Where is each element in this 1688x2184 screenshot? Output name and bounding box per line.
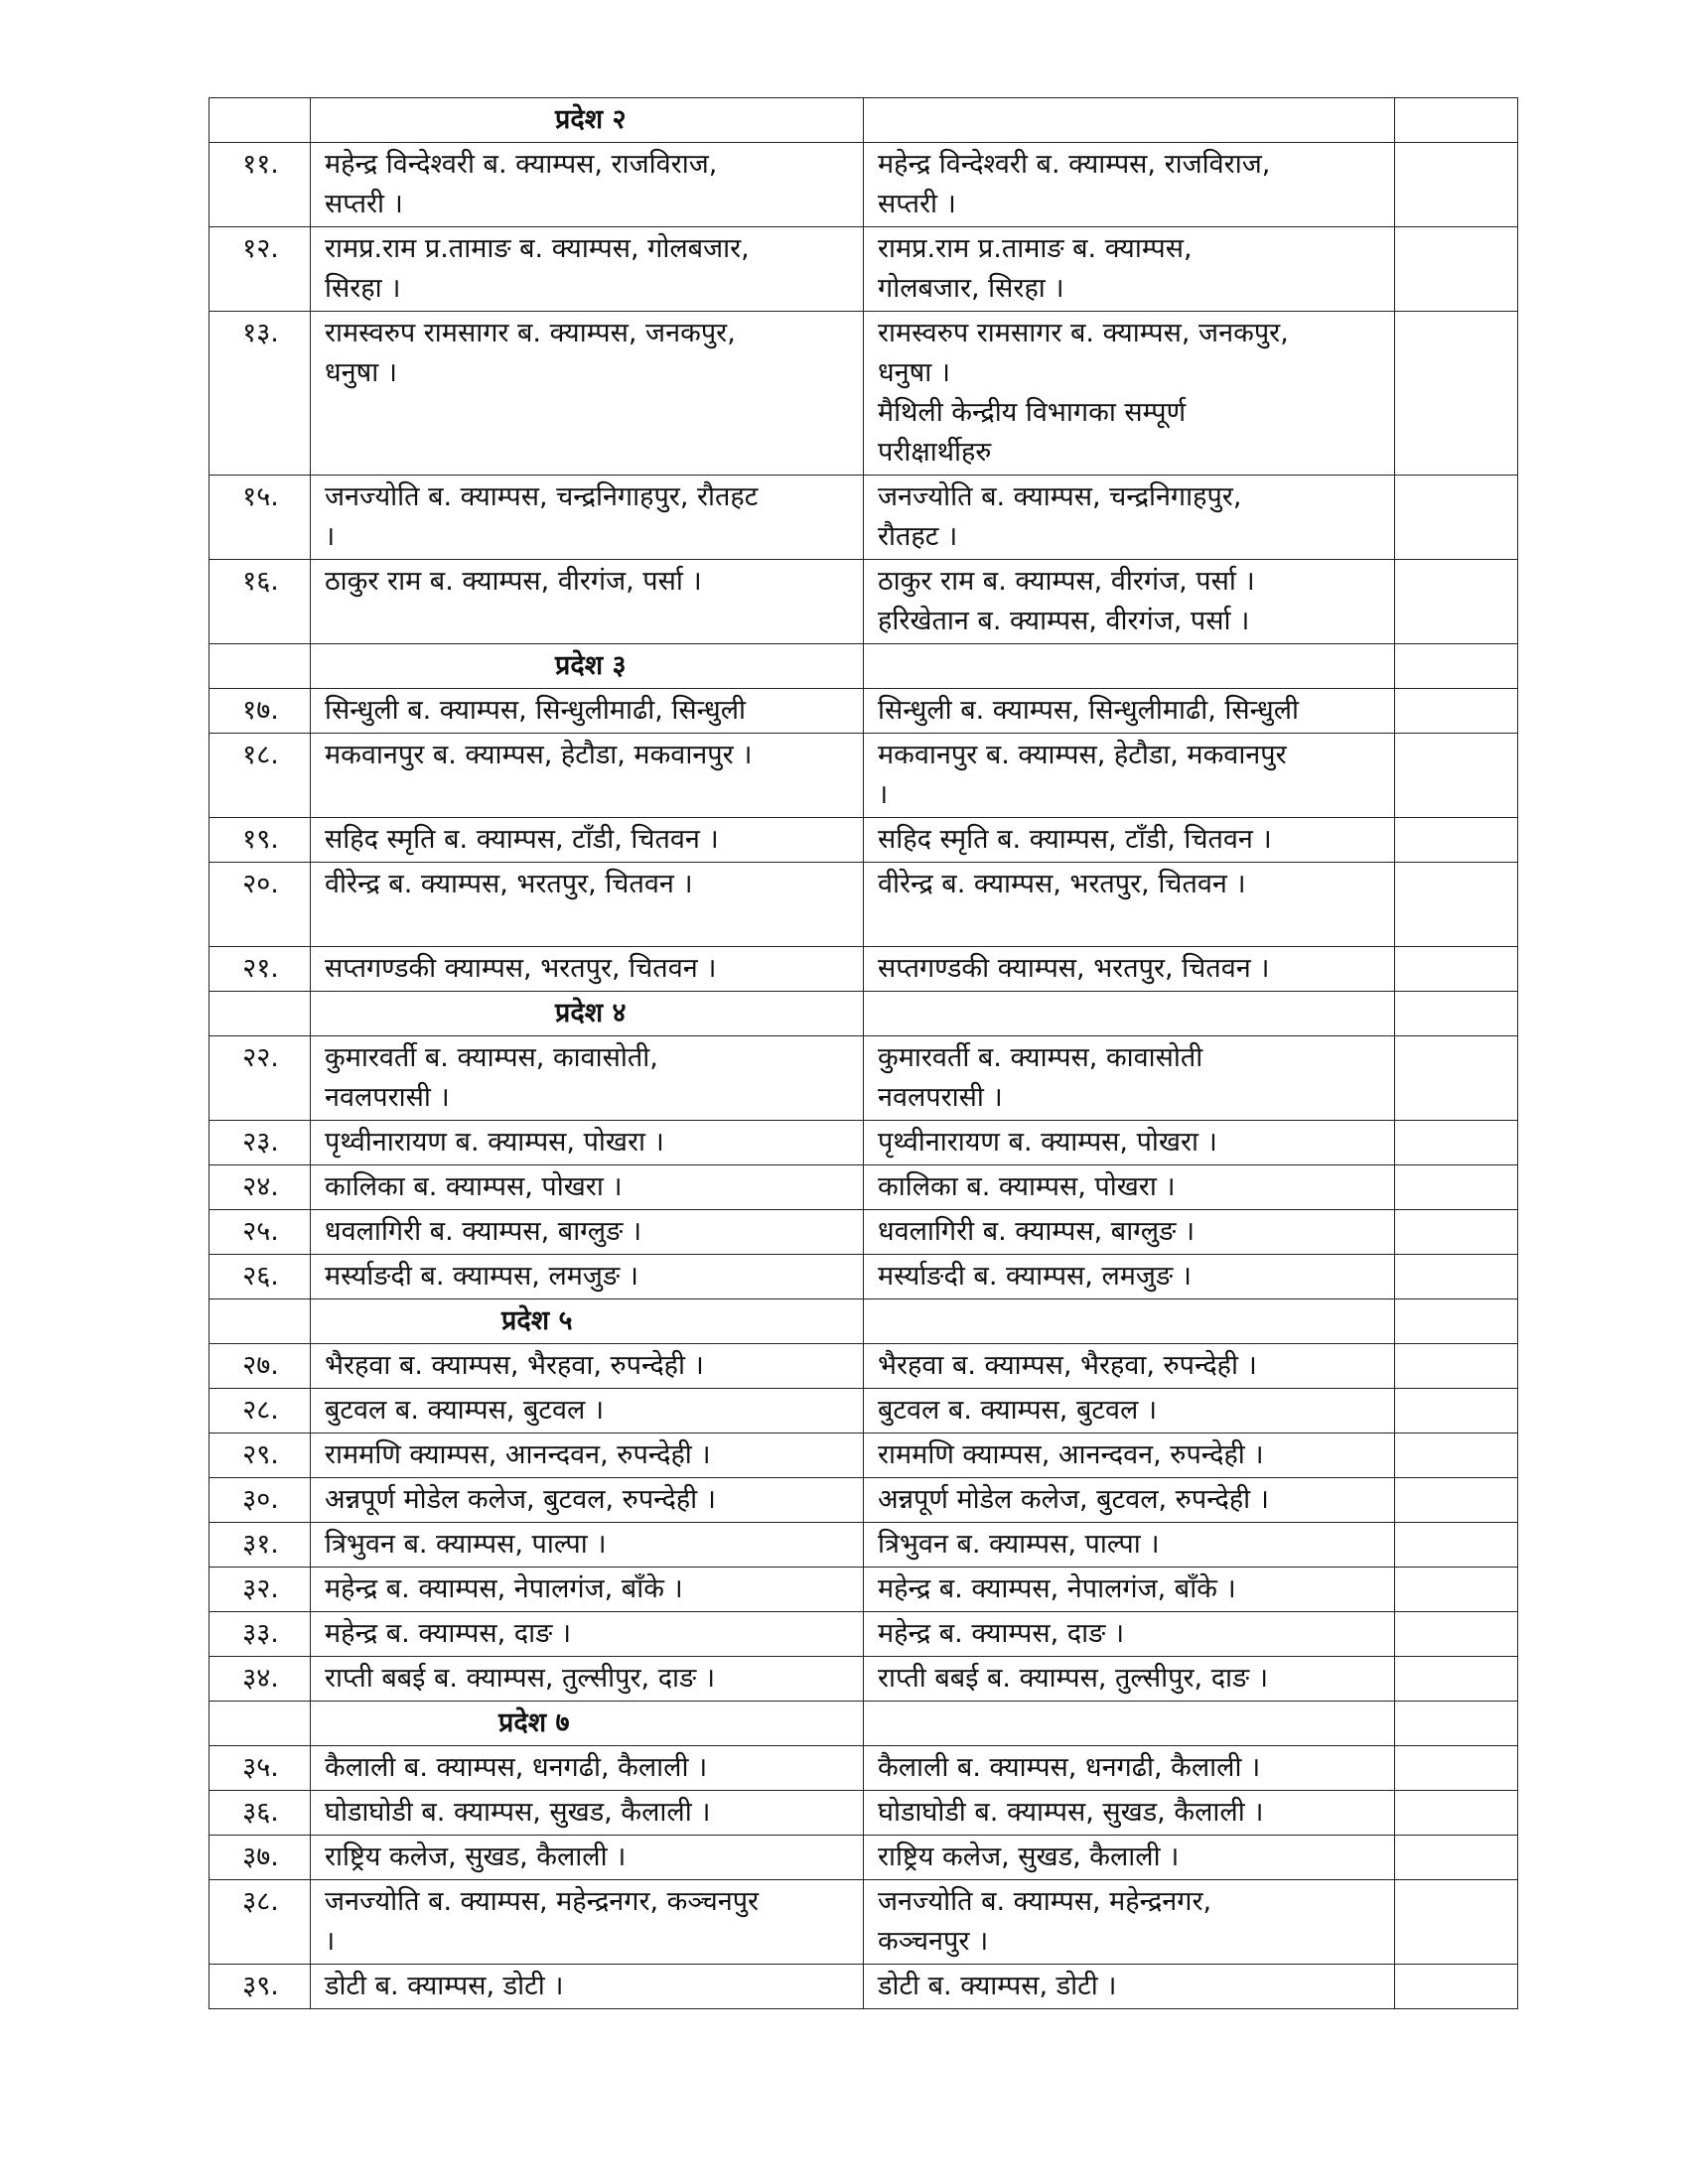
row-number: २८.: [210, 1389, 311, 1433]
section-heading-row: [210, 1702, 1518, 1746]
exam-centre-cell: [864, 818, 1395, 863]
cell-line: सप्तरी ।: [325, 189, 403, 219]
exam-centre-cell: [864, 1791, 1395, 1836]
table-row: [210, 1880, 1518, 1965]
exam-centre-cell: [864, 947, 1395, 992]
campus-name-cell: [311, 863, 864, 947]
campus-name-cell: [311, 689, 864, 734]
remarks-cell: [1395, 689, 1518, 734]
cell-line: कैलाली ब. क्याम्पस, धनगढी, कैलाली ।: [878, 1752, 1261, 1783]
remarks-cell: [1395, 1210, 1518, 1255]
row-number: ३०.: [210, 1478, 311, 1523]
campus-name-cell: [311, 1880, 864, 1965]
section-heading: [311, 98, 864, 143]
campus-name-cell: [311, 143, 864, 227]
row-number: १९.: [210, 818, 311, 863]
cell-line: सप्तरी ।: [878, 189, 956, 219]
campus-name-cell: [311, 1965, 864, 2009]
campus-name-cell: [311, 1746, 864, 1791]
exam-centre-cell: [864, 1036, 1395, 1121]
section-heading-label: प्रदेश ३: [555, 650, 627, 681]
cell-line: पृथ्वीनारायण ब. क्याम्पस, पोखरा ।: [325, 1127, 664, 1158]
cell-line: सप्तगण्डकी क्याम्पस, भरतपुर, चितवन ।: [878, 953, 1270, 984]
cell-line: भैरहवा ब. क्याम्पस, भैरहवा, रुपन्देही ।: [878, 1350, 1257, 1381]
exam-centre-cell: [864, 1121, 1395, 1165]
cell-line: जनज्योति ब. क्याम्पस, चन्द्रनिगाहपुर, रौतहट: [325, 481, 759, 512]
campus-table-body: [210, 98, 1518, 2009]
remarks-cell: [1395, 560, 1518, 644]
table-row: [210, 143, 1518, 227]
cell-line: पृथ्वीनारायण ब. क्याम्पस, पोखरा ।: [878, 1127, 1217, 1158]
table-row: [210, 689, 1518, 734]
cell-line: मैथिली केन्द्रीय विभागका सम्पूर्ण: [878, 397, 1187, 428]
campus-name-cell: [311, 1433, 864, 1478]
table-row: [210, 1036, 1518, 1121]
cell-line: महेन्द्र ब. क्याम्पस, नेपालगंज, बाँके ।: [325, 1573, 683, 1604]
table-row: [210, 1568, 1518, 1612]
cell-line: नवलपरासी ।: [878, 1082, 1003, 1113]
exam-centre-cell: [864, 476, 1395, 560]
table-row: [210, 818, 1518, 863]
row-number: ३२.: [210, 1568, 311, 1612]
cell-line: धवलागिरी ब. क्याम्पस, बाग्लुङ ।: [325, 1216, 642, 1247]
campus-name-cell: [311, 560, 864, 644]
table-row: [210, 476, 1518, 560]
campus-name-cell: [311, 1255, 864, 1299]
cell-line: सिरहा ।: [325, 273, 401, 304]
table-row: [210, 1965, 1518, 2009]
exam-centre-cell: [864, 1746, 1395, 1791]
row-number: २४.: [210, 1165, 311, 1210]
row-number: २९.: [210, 1433, 311, 1478]
cell-line: राष्ट्रिय कलेज, सुखड, कैलाली ।: [325, 1842, 627, 1872]
row-number: २२.: [210, 1036, 311, 1121]
exam-centre-cell: [864, 312, 1395, 476]
table-row: [210, 1165, 1518, 1210]
empty-cell: [1395, 992, 1518, 1036]
table-row: [210, 1746, 1518, 1791]
row-number: ११.: [210, 143, 311, 227]
empty-cell: [210, 1702, 311, 1746]
exam-centre-cell: [864, 143, 1395, 227]
campus-table: [209, 97, 1518, 2009]
cell-line: सप्तगण्डकी क्याम्पस, भरतपुर, चितवन ।: [325, 953, 717, 984]
section-heading-row: [210, 992, 1518, 1036]
remarks-cell: [1395, 734, 1518, 818]
table-row: [210, 863, 1518, 947]
cell-line: राप्ती बबई ब. क्याम्पस, तुल्सीपुर, दाङ ।: [325, 1663, 716, 1694]
empty-cell: [1395, 1299, 1518, 1344]
campus-name-cell: [311, 947, 864, 992]
cell-line: ।: [325, 521, 336, 552]
cell-line: भैरहवा ब. क्याम्पस, भैरहवा, रुपन्देही ।: [325, 1350, 704, 1381]
cell-line: कालिका ब. क्याम्पस, पोखरा ।: [878, 1171, 1176, 1202]
row-number: १३.: [210, 312, 311, 476]
campus-name-cell: [311, 734, 864, 818]
table-row: [210, 1523, 1518, 1568]
empty-cell: [210, 1299, 311, 1344]
exam-centre-cell: [864, 1478, 1395, 1523]
cell-line: मकवानपुर ब. क्याम्पस, हेटौडा, मकवानपुर ।: [325, 740, 753, 770]
table-row: [210, 1612, 1518, 1657]
empty-cell: [210, 644, 311, 689]
cell-line: रामस्वरुप रामसागर ब. क्याम्पस, जनकपुर,: [878, 318, 1289, 348]
remarks-cell: [1395, 143, 1518, 227]
table-row: [210, 1433, 1518, 1478]
cell-line: ठाकुर राम ब. क्याम्पस, वीरगंज, पर्सा ।: [325, 566, 702, 597]
exam-centre-cell: [864, 1344, 1395, 1389]
empty-cell: [210, 992, 311, 1036]
remarks-cell: [1395, 476, 1518, 560]
cell-line: गोलबजार, सिरहा ।: [878, 273, 1064, 304]
remarks-cell: [1395, 1255, 1518, 1299]
cell-line: मर्स्याङदी ब. क्याम्पस, लमजुङ ।: [325, 1261, 638, 1292]
remarks-cell: [1395, 1478, 1518, 1523]
empty-cell: [864, 644, 1395, 689]
cell-line: डोटी ब. क्याम्पस, डोटी ।: [878, 1971, 1117, 2001]
row-number: २७.: [210, 1344, 311, 1389]
empty-cell: [864, 1702, 1395, 1746]
cell-line: राष्ट्रिय कलेज, सुखड, कैलाली ।: [878, 1842, 1180, 1872]
campus-name-cell: [311, 1210, 864, 1255]
cell-line: धनुषा ।: [878, 357, 951, 388]
campus-name-cell: [311, 1344, 864, 1389]
row-number: ३५.: [210, 1746, 311, 1791]
remarks-cell: [1395, 1165, 1518, 1210]
row-number: २३.: [210, 1121, 311, 1165]
row-number: ३८.: [210, 1880, 311, 1965]
exam-centre-cell: [864, 863, 1395, 947]
row-number: १५.: [210, 476, 311, 560]
campus-name-cell: [311, 1836, 864, 1880]
exam-centre-cell: [864, 1255, 1395, 1299]
row-number: १७.: [210, 689, 311, 734]
section-heading-row: [210, 644, 1518, 689]
cell-line: अन्नपूर्ण मोडेल कलेज, बुटवल, रुपन्देही ।: [878, 1484, 1269, 1515]
cell-line: घोडाघोडी ब. क्याम्पस, सुखड, कैलाली ।: [878, 1797, 1264, 1828]
cell-line: हरिखेतान ब. क्याम्पस, वीरगंज, पर्सा ।: [878, 606, 1250, 636]
cell-line: कुमारवर्ती ब. क्याम्पस, कावासोती,: [325, 1042, 658, 1073]
cell-line: रामप्र.राम प्र.तामाङ ब. क्याम्पस, गोलबजार,: [325, 233, 750, 264]
cell-line: राप्ती बबई ब. क्याम्पस, तुल्सीपुर, दाङ ।: [878, 1663, 1269, 1694]
empty-cell: [864, 992, 1395, 1036]
section-heading-label: प्रदेश ७: [498, 1707, 570, 1738]
remarks-cell: [1395, 1389, 1518, 1433]
row-number: २१.: [210, 947, 311, 992]
row-number: ३४.: [210, 1657, 311, 1702]
cell-line: ।: [325, 1926, 336, 1957]
exam-centre-cell: [864, 1210, 1395, 1255]
empty-cell: [1395, 1702, 1518, 1746]
campus-name-cell: [311, 1791, 864, 1836]
row-number: ३७.: [210, 1836, 311, 1880]
empty-cell: [210, 98, 311, 143]
remarks-cell: [1395, 1523, 1518, 1568]
exam-centre-cell: [864, 1433, 1395, 1478]
section-heading: [311, 1702, 864, 1746]
exam-centre-cell: [864, 1523, 1395, 1568]
cell-line: रामस्वरुप रामसागर ब. क्याम्पस, जनकपुर,: [325, 318, 736, 348]
campus-name-cell: [311, 1612, 864, 1657]
cell-line: जनज्योति ब. क्याम्पस, महेन्द्रनगर,: [878, 1886, 1212, 1917]
campus-name-cell: [311, 476, 864, 560]
remarks-cell: [1395, 1791, 1518, 1836]
section-heading-row: [210, 1299, 1518, 1344]
cell-line: घोडाघोडी ब. क्याम्पस, सुखड, कैलाली ।: [325, 1797, 711, 1828]
campus-name-cell: [311, 1478, 864, 1523]
remarks-cell: [1395, 312, 1518, 476]
cell-line: अन्नपूर्ण मोडेल कलेज, बुटवल, रुपन्देही ।: [325, 1484, 716, 1515]
section-heading-row: [210, 98, 1518, 143]
campus-name-cell: [311, 1121, 864, 1165]
remarks-cell: [1395, 1965, 1518, 2009]
row-number: ३६.: [210, 1791, 311, 1836]
cell-line: रामप्र.राम प्र.तामाङ ब. क्याम्पस,: [878, 233, 1193, 264]
remarks-cell: [1395, 1344, 1518, 1389]
section-heading: [311, 992, 864, 1036]
exam-centre-cell: [864, 1568, 1395, 1612]
cell-line: डोटी ब. क्याम्पस, डोटी ।: [325, 1971, 564, 2001]
exam-centre-cell: [864, 227, 1395, 312]
empty-cell: [864, 1299, 1395, 1344]
remarks-cell: [1395, 1880, 1518, 1965]
exam-centre-cell: [864, 1965, 1395, 2009]
section-heading: [311, 1299, 864, 1344]
remarks-cell: [1395, 818, 1518, 863]
table-row: [210, 312, 1518, 476]
section-heading-label: प्रदेश २: [555, 104, 627, 135]
remarks-cell: [1395, 1568, 1518, 1612]
row-number: ३३.: [210, 1612, 311, 1657]
remarks-cell: [1395, 227, 1518, 312]
empty-cell: [1395, 98, 1518, 143]
campus-name-cell: [311, 1523, 864, 1568]
table-row: [210, 1478, 1518, 1523]
empty-cell: [1395, 644, 1518, 689]
cell-line: नवलपरासी ।: [325, 1082, 450, 1113]
cell-line: कैलाली ब. क्याम्पस, धनगढी, कैलाली ।: [325, 1752, 708, 1783]
section-heading: [311, 644, 864, 689]
cell-line: वीरेन्द्र ब. क्याम्पस, भरतपुर, चितवन ।: [878, 869, 1246, 899]
cell-line: महेन्द्र ब. क्याम्पस, दाङ ।: [325, 1618, 572, 1649]
table-row: [210, 1121, 1518, 1165]
exam-centre-cell: [864, 1389, 1395, 1433]
exam-centre-cell: [864, 1880, 1395, 1965]
campus-name-cell: [311, 818, 864, 863]
campus-name-cell: [311, 1657, 864, 1702]
section-heading-label: प्रदेश ४: [555, 998, 627, 1028]
cell-line: ।: [878, 779, 889, 810]
row-number: २५.: [210, 1210, 311, 1255]
cell-line: ठाकुर राम ब. क्याम्पस, वीरगंज, पर्सा ।: [878, 566, 1255, 597]
campus-name-cell: [311, 1568, 864, 1612]
cell-line: मकवानपुर ब. क्याम्पस, हेटौडा, मकवानपुर: [878, 740, 1287, 770]
remarks-cell: [1395, 1657, 1518, 1702]
remarks-cell: [1395, 947, 1518, 992]
exam-centre-cell: [864, 1612, 1395, 1657]
table-row: [210, 1836, 1518, 1880]
exam-centre-cell: [864, 689, 1395, 734]
table-row: [210, 1389, 1518, 1433]
cell-line: कालिका ब. क्याम्पस, पोखरा ।: [325, 1171, 623, 1202]
table-row: [210, 1344, 1518, 1389]
section-heading-label: प्रदेश ५: [501, 1305, 573, 1336]
cell-line: राममणि क्याम्पस, आनन्दवन, रुपन्देही ।: [878, 1439, 1264, 1470]
exam-centre-cell: [864, 734, 1395, 818]
row-number: २६.: [210, 1255, 311, 1299]
empty-cell: [864, 98, 1395, 143]
cell-line: महेन्द्र ब. क्याम्पस, नेपालगंज, बाँके ।: [878, 1573, 1236, 1604]
table-row: [210, 1657, 1518, 1702]
cell-line: जनज्योति ब. क्याम्पस, चन्द्रनिगाहपुर,: [878, 481, 1242, 512]
remarks-cell: [1395, 1612, 1518, 1657]
campus-name-cell: [311, 1389, 864, 1433]
table-row: [210, 227, 1518, 312]
row-number: ३१.: [210, 1523, 311, 1568]
table-row: [210, 560, 1518, 644]
cell-line: राममणि क्याम्पस, आनन्दवन, रुपन्देही ।: [325, 1439, 711, 1470]
cell-line: महेन्द्र ब. क्याम्पस, दाङ ।: [878, 1618, 1125, 1649]
cell-line: कञ्चनपुर ।: [878, 1926, 989, 1957]
cell-line: त्रिभुवन ब. क्याम्पस, पाल्पा ।: [325, 1529, 607, 1560]
remarks-cell: [1395, 1433, 1518, 1478]
table-row: [210, 1210, 1518, 1255]
campus-name-cell: [311, 1036, 864, 1121]
cell-line: त्रिभुवन ब. क्याम्पस, पाल्पा ।: [878, 1529, 1160, 1560]
row-number: ३९.: [210, 1965, 311, 2009]
cell-line: सहिद स्मृति ब. क्याम्पस, टाँडी, चितवन ।: [878, 824, 1272, 855]
campus-name-cell: [311, 1165, 864, 1210]
exam-centre-cell: [864, 560, 1395, 644]
remarks-cell: [1395, 1746, 1518, 1791]
cell-line: बुटवल ब. क्याम्पस, बुटवल ।: [878, 1395, 1158, 1426]
cell-line: रौतहट ।: [878, 521, 958, 552]
cell-line: बुटवल ब. क्याम्पस, बुटवल ।: [325, 1395, 605, 1426]
cell-line: कुमारवर्ती ब. क्याम्पस, कावासोती: [878, 1042, 1203, 1073]
table-row: [210, 947, 1518, 992]
cell-line: धवलागिरी ब. क्याम्पस, बाग्लुङ ।: [878, 1216, 1196, 1247]
remarks-cell: [1395, 1836, 1518, 1880]
exam-centre-cell: [864, 1657, 1395, 1702]
row-number: २०.: [210, 863, 311, 947]
cell-line: वीरेन्द्र ब. क्याम्पस, भरतपुर, चितवन ।: [325, 869, 693, 899]
cell-line: सिन्धुली ब. क्याम्पस, सिन्धुलीमाढी, सिन्धुली: [878, 695, 1300, 726]
cell-line: सिन्धुली ब. क्याम्पस, सिन्धुलीमाढी, सिन्धुली: [325, 695, 747, 726]
cell-line: मर्स्याङदी ब. क्याम्पस, लमजुङ ।: [878, 1261, 1192, 1292]
row-number: १६.: [210, 560, 311, 644]
remarks-cell: [1395, 863, 1518, 947]
cell-line: महेन्द्र विन्देश्वरी ब. क्याम्पस, राजविराज,: [325, 149, 718, 180]
remarks-cell: [1395, 1121, 1518, 1165]
table-row: [210, 1791, 1518, 1836]
remarks-cell: [1395, 1036, 1518, 1121]
table-row: [210, 734, 1518, 818]
row-number: १२.: [210, 227, 311, 312]
exam-centre-cell: [864, 1836, 1395, 1880]
table-row: [210, 1255, 1518, 1299]
campus-name-cell: [311, 227, 864, 312]
row-number: १८.: [210, 734, 311, 818]
cell-spacer: [325, 904, 851, 944]
cell-line: परीक्षार्थीहरु: [878, 437, 992, 468]
cell-line: जनज्योति ब. क्याम्पस, महेन्द्रनगर, कञ्चनपुर: [325, 1886, 760, 1917]
exam-centre-cell: [864, 1165, 1395, 1210]
cell-line: धनुषा ।: [325, 357, 398, 388]
campus-name-cell: [311, 312, 864, 476]
cell-line: सहिद स्मृति ब. क्याम्पस, टाँडी, चितवन ।: [325, 824, 719, 855]
cell-line: महेन्द्र विन्देश्वरी ब. क्याम्पस, राजविराज,: [878, 149, 1271, 180]
